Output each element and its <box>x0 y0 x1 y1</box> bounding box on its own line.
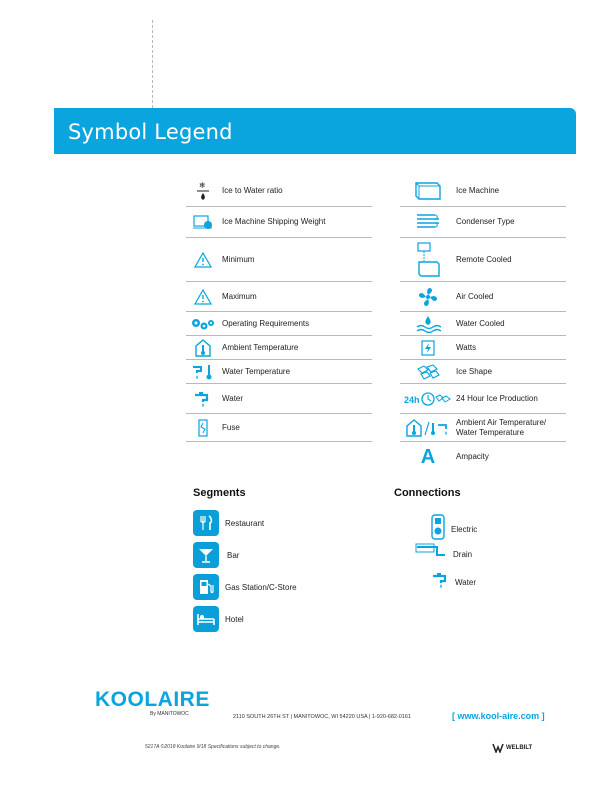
legend-row <box>186 176 372 207</box>
condenser-icon <box>400 212 456 232</box>
legend-label: Operating Requirements <box>222 318 310 328</box>
legend-row <box>186 336 372 360</box>
ampacity-icon <box>400 446 456 469</box>
legend-right-column <box>400 176 566 472</box>
segment-item <box>193 574 297 600</box>
legend-label: Ice Machine Shipping Weight <box>222 217 326 226</box>
legend-row <box>186 282 372 312</box>
production-badge: 24h <box>404 394 420 405</box>
connection-label: Water <box>455 578 477 587</box>
segment-label: Gas Station/C-Store <box>225 582 297 592</box>
legend-label <box>456 418 546 438</box>
legend-label: Condenser Type <box>456 217 515 226</box>
cocktail-icon <box>193 542 219 568</box>
ambient-temperature-icon <box>186 339 220 357</box>
legend-row <box>186 384 372 414</box>
connections-title: Connections <box>394 487 461 499</box>
connection-item <box>429 514 477 545</box>
svg-text:❄: ❄ <box>199 181 206 190</box>
legend-label: Remote Cooled <box>456 254 512 264</box>
brand-sub: By MANITOWOC <box>150 711 189 717</box>
brand-logo: KOOLAIRE <box>95 688 210 711</box>
legend-label: Maximum <box>222 291 257 301</box>
legend-row <box>400 336 566 360</box>
water-cooled-icon <box>400 315 456 333</box>
water-temperature-icon <box>186 363 220 381</box>
legend-row <box>400 207 566 238</box>
legend-row <box>186 238 372 282</box>
welbilt-text: WELBILT <box>506 745 533 751</box>
legend-row <box>186 312 372 336</box>
legend-row <box>400 238 566 282</box>
legend-label-line2: Water Temperature <box>456 427 525 437</box>
legend-row <box>186 207 372 238</box>
remote-cooled-icon <box>400 241 456 279</box>
ice-machine-icon <box>400 180 456 202</box>
ampacity-glyph: A <box>420 445 436 468</box>
legend-label: Minimum <box>222 254 255 264</box>
faucet-icon <box>431 571 451 594</box>
footnote: 5217A ©2018 Koolaire 9/18 Specifications subject to change. <box>145 744 281 750</box>
watts-icon <box>400 340 456 356</box>
bed-icon <box>193 606 219 632</box>
legend-label: Air Cooled <box>456 291 494 301</box>
welbilt-mark-icon <box>492 743 504 753</box>
electric-outlet-icon <box>429 514 447 545</box>
drain-icon <box>415 543 449 566</box>
legend-row <box>400 360 566 384</box>
legend-row <box>400 414 566 442</box>
legend-row <box>400 312 566 336</box>
legend-row <box>400 176 566 207</box>
legend-label: Ampacity <box>456 452 489 461</box>
legend-label: Watts <box>456 342 477 352</box>
welbilt-logo <box>492 743 532 753</box>
legend-row <box>186 360 372 384</box>
gas-pump-icon <box>193 574 219 600</box>
ice-shape-icon <box>400 363 456 381</box>
legend-label: 24 Hour Ice Production <box>456 393 538 403</box>
segment-item <box>193 606 244 632</box>
connection-item <box>431 571 476 594</box>
dashed-guide-line <box>152 20 153 108</box>
connection-label: Electric <box>451 525 478 534</box>
ambient-water-temperature-icon <box>400 419 456 437</box>
header-banner <box>54 108 576 154</box>
legend-label: Fuse <box>222 422 240 432</box>
page-title: Symbol Legend <box>68 120 233 144</box>
maximum-warning-icon <box>186 289 220 305</box>
company-address: 2110 SOUTH 26TH ST | MANITOWOC, WI 54220 USA | 1-920-682-0161 <box>233 714 412 720</box>
legend-label: Water Cooled <box>456 318 505 328</box>
connection-item <box>415 543 472 566</box>
legend-label: Ambient Temperature <box>222 342 299 352</box>
legend-row <box>400 442 566 472</box>
legend-label: Ice to Water ratio <box>222 186 283 195</box>
website-link[interactable]: [ www.kool-aire.com ] <box>452 711 545 721</box>
legend-label: Ice Shape <box>456 366 493 376</box>
legend-label: Ice Machine <box>456 186 500 195</box>
minimum-warning-icon <box>186 252 220 268</box>
segment-item <box>193 542 239 568</box>
shipping-weight-icon <box>186 213 220 231</box>
legend-row <box>400 384 566 414</box>
restaurant-icon <box>193 510 219 536</box>
fuse-icon <box>186 419 220 437</box>
fan-icon <box>400 286 456 308</box>
segment-label: Hotel <box>225 614 244 624</box>
segment-label: Bar <box>227 550 240 560</box>
segment-label: Restaurant <box>225 518 265 528</box>
legend-left-column <box>186 176 372 442</box>
gears-icon <box>186 317 220 331</box>
segment-item <box>193 510 264 536</box>
connection-label: Drain <box>453 550 473 559</box>
legend-row <box>400 282 566 312</box>
faucet-icon <box>186 390 220 408</box>
legend-label-line1: Ambient Air Temperature/ <box>456 417 547 427</box>
ice-water-ratio-icon <box>186 180 220 202</box>
ice-production-icon <box>400 390 456 408</box>
legend-label: Water <box>222 393 244 403</box>
legend-label: Water Temperature <box>222 366 291 376</box>
segments-title: Segments <box>193 487 246 499</box>
legend-row <box>186 414 372 442</box>
